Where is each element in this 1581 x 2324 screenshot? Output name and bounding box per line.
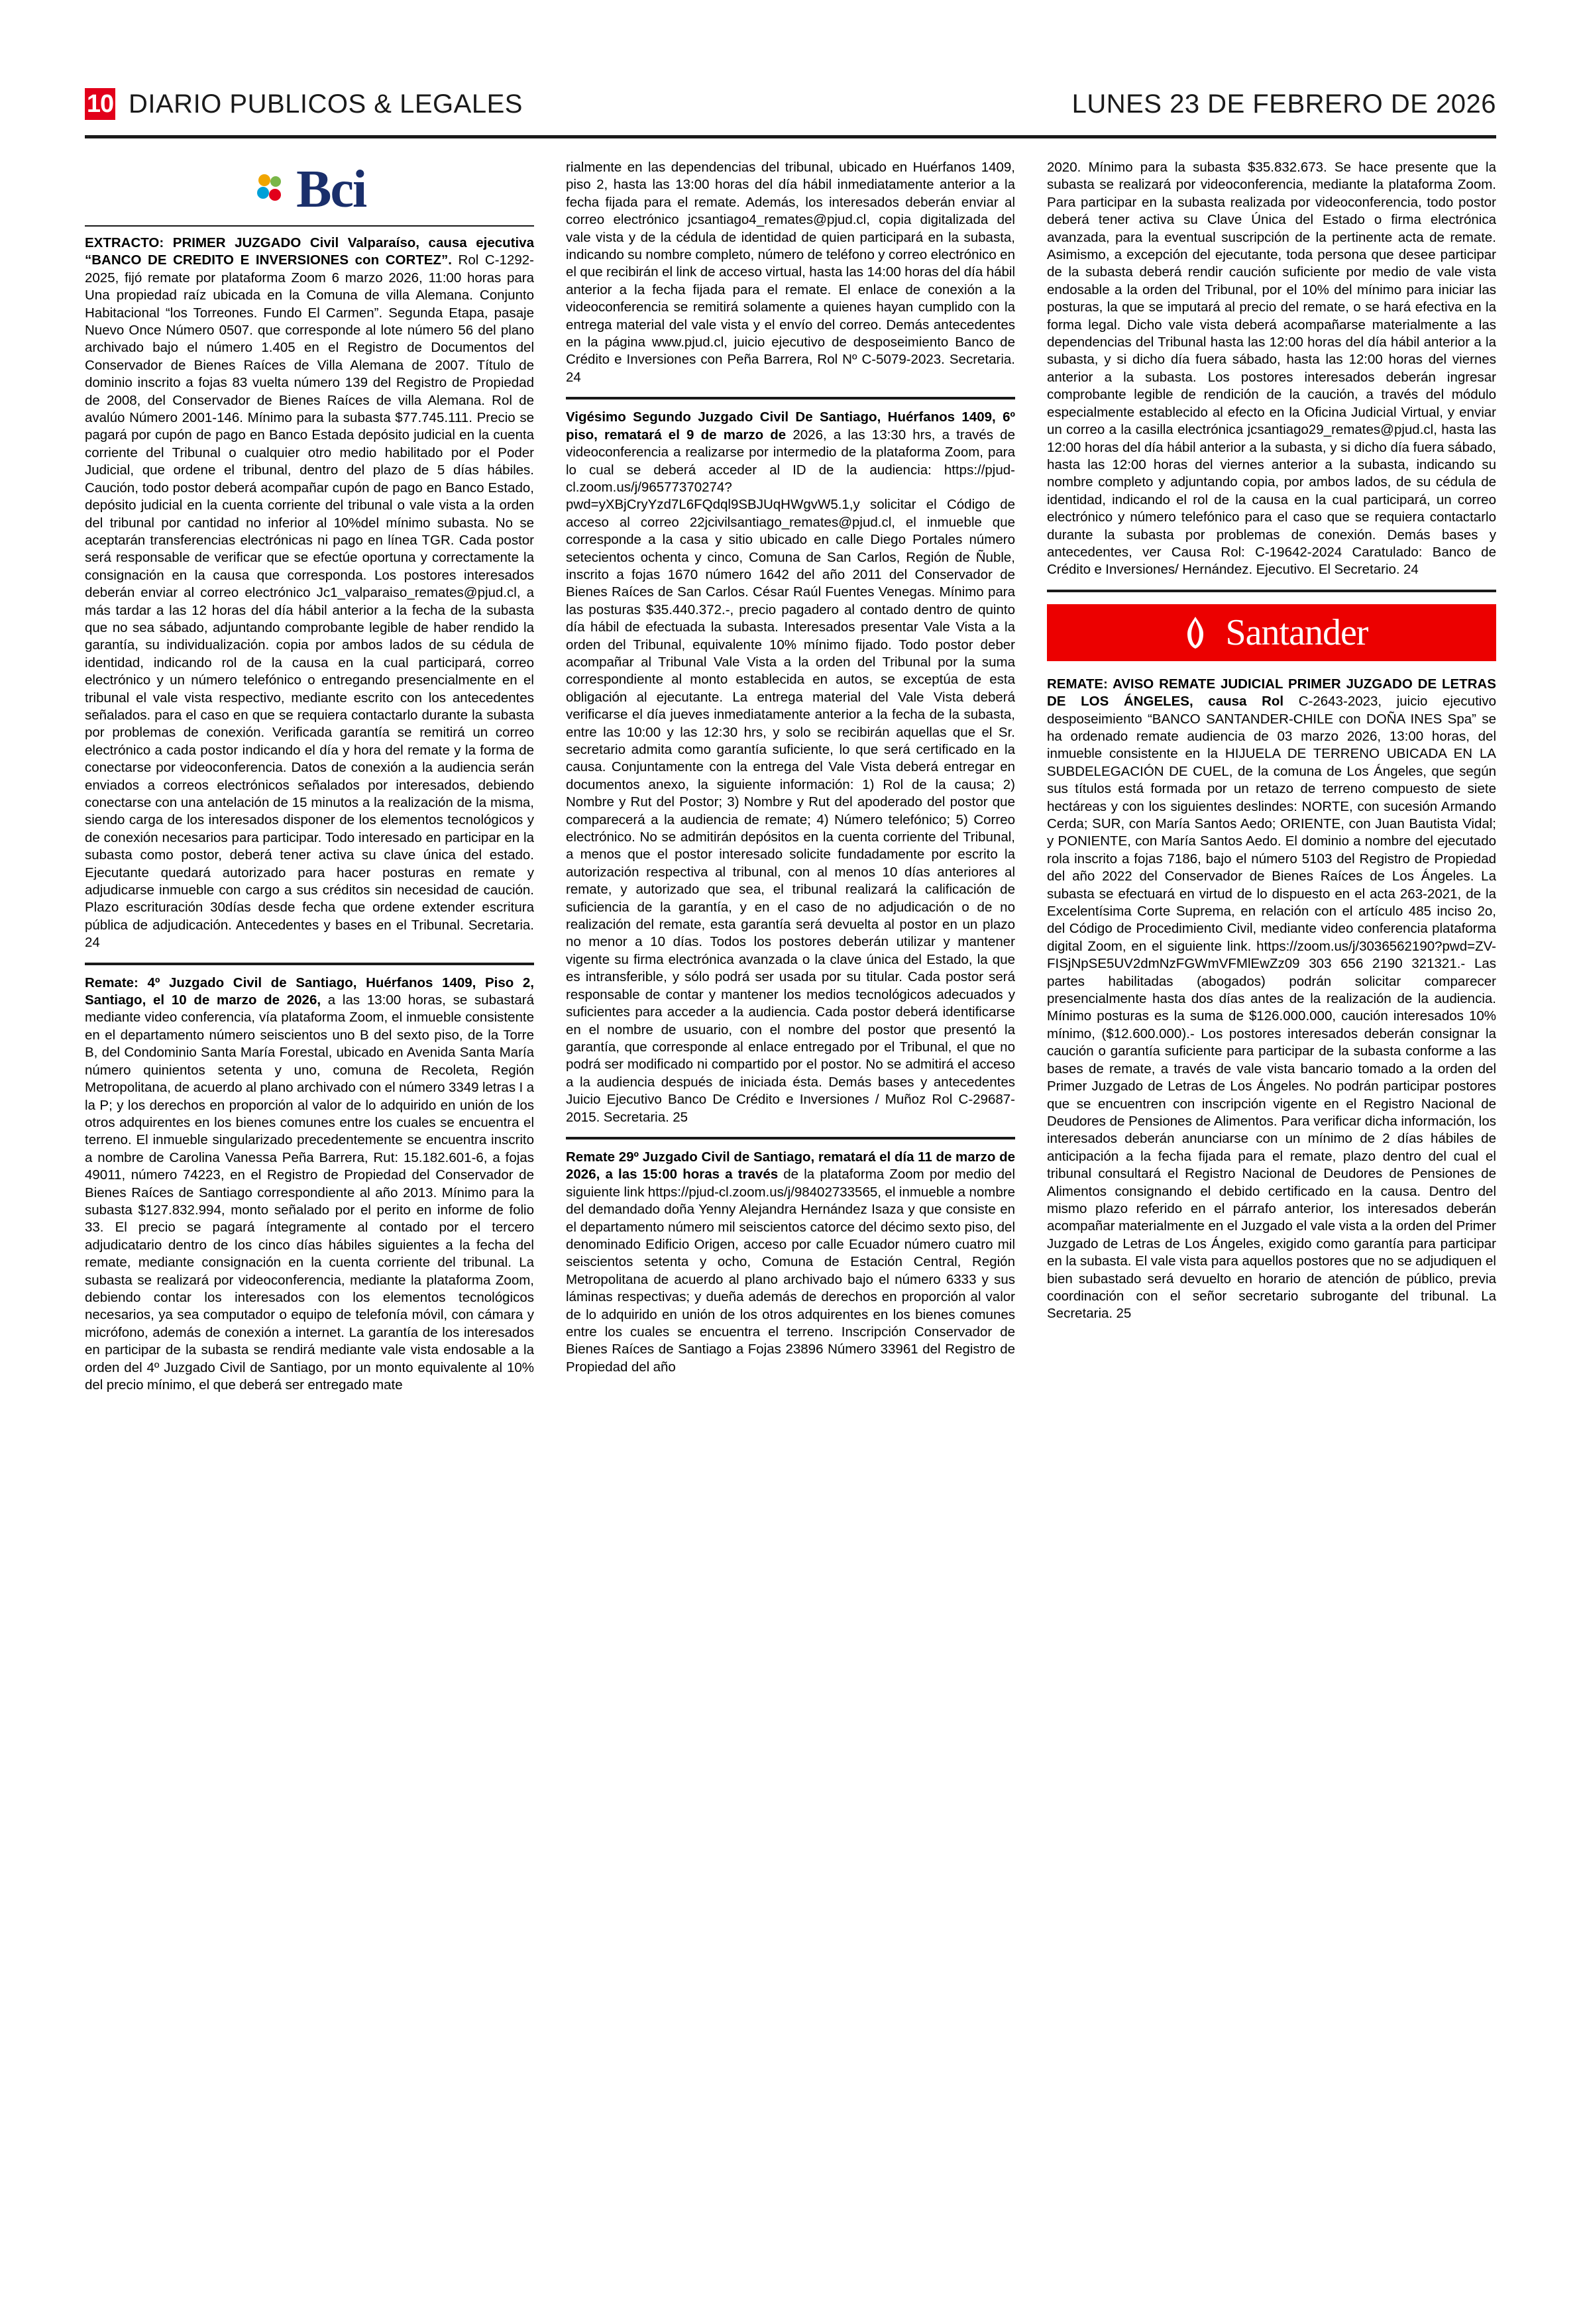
notice-body bbox=[1047, 676, 1496, 1323]
notice-text: 2026, a las 13:30 hrs, a través de videoconferencia a realizarse por intermedio de la plataforma Zoom, para lo cual se deberá acceder al ID de la audiencia: https://pjud-cl.zoom.us/j/96577370274?pwd=yXBjCryYzd7L6FQdql9SBJUqHWgvW5.1,y solicitar el Código de acceso al correo 22jcivilsantiago_remates@pjud.cl, el inmueble que corresponde a la casa y sitio ubicado en calle Diego Portales número setecientos ochenta y cinco, Comuna de San Carlos, Región de Ñuble, inscrito a fojas 1670 número 1642 del año 2011 del Conservador de Bienes Raíces de San Carlos. César Raúl Fuentes Venegas. Mínimo para las posturas $35.440.372.-, precio pagadero al contado dentro de quinto día hábil de efectuada la subasta. Interesados presentar Vale Vista a la orden del Tribunal, equivalente 10% mínimo fijado. Todo postor deber acompañar al Tribunal Vale Vista a la orden del Tribunal por la suma correspondiente al monto establecida en autos, se exceptúa de esta obligación al ejecutante. La entrega material del Vale Vista deberá verificarse el día jueves inmediatamente anterior a la fecha de la subasta, entre las 10:00 y las 12:30 hrs, y solo se recibirán aquellas que el Sr. secretario admita como garantía suficiente, lo que será certificado en la causa. Conjuntamente con la entrega del Vale Vista deberá entregar en documentos anexo, la siguiente información: 1) Rol de la causa; 2) Nombre y Rut del Postor; 3) Nombre y Rut del apoderado del postor que comparecerá a la audiencia de remate; 4) Número telefónico; 5) Correo electrónico. No se admitirán depósitos en la cuenta corriente del Tribunal, a menos que el postor interesado solicite fundadamente por escrito la autorización respectiva al tribunal, con al menos 10 días anteriores al remate, y autorizado que sea, el tribunal realizará la calificación de suficiencia de la garantía, y en el caso de no adjudicación o de no realización del remate, esta garantía será devuelta al postor en un plazo no menor a 10 días. Todos los postores deberán utilizar y mantener vigente su firma electrónica avanzada o la clave única del Estado, la que es intransferible, y sólo podrá ser usada por su titular. Cada postor será responsable de contar y mantener los medios tecnológicos adecuados y suficientes para acceder a la audiencia. Cada postor deberá identificarse en el nombre de usuario, con el nombre del postor que presentó la garantía, que corresponde al enlace entregado por el Tribunal, el que no podrá ser modificado ni compartido por el postor. No se admitirá el acceso a la audiencia después de iniciada ésta. Demás bases y antecedentes Juicio Ejecutivo Banco De Crédito e Inversiones / Muñoz Rol C-29687-2015. Secretaria. 25 bbox=[566, 427, 1015, 1125]
notice-text: a las 13:00 horas, se subastará mediante video conferencia, vía plataforma Zoom, el inmueble consistente en el departamento número seiscientos uno B del sexto piso, de la Torre B, del Condominio Santa María Forestal, ubicado en Avenida Santa María número quinientos setenta y uno, comuna de Recoleta, Región Metropolitana, de acuerdo al plano archivado con el número 3349 letras I a la P; y los derechos en proporción al valor de lo adquirido en unión de los otros adquirentes en los bienes comunes entre los cuales se encuentra el terreno. El inmueble singularizado precedentemente se encuentra inscrito a nombre de Carolina Vanessa Peña Barrera, Rut: 15.182.601-6, a fojas 49011, número 74223, en el Registro de Propiedad del Conservador de Bienes Raíces de Santiago correspondiente al año 2013. Mínimo para la subasta $127.832.994, monto señalado por el perito en informe de folio 33. El precio se pagará íntegramente al contado por el tercero adjudicatario dentro de los cinco días hábiles siguientes a la fecha del remate, mediante consignación en la cuenta corriente del tribunal. La subasta se realizará por videoconferencia, mediante la plataforma Zoom, debiendo contar los interesados con los elementos tecnológicos necesarios, ya sea computador o equipo de telefonía móvil, con cámara y micrófono, además de conexión a internet. La garantía de los interesados en participar de la subasta se rendirá mediante vale vista endosable a la orden del 4º Juzgado Civil de Santiago, por un monto equivalente al 10% del precio mínimo, el que deberá ser entregado mate bbox=[85, 992, 534, 1393]
notice-lead: Remate: 4º Juzgado Civil de Santiago, Huérfanos 1409, Piso 2, Santiago, el 10 de marzo de 2026, bbox=[85, 975, 534, 1008]
legal-notice-4-juzgado-continuation bbox=[566, 159, 1015, 386]
notice-text: C-2643-2023, juicio ejecutivo desposeimiento “BANCO SANTANDER-CHILE con DOÑA INES Spa” se ha ordenado remate audiencia de 03 marzo 2026, 13:00 horas, del inmueble consistente en la HIJUELA DE TERRENO UBICADA EN LA SUBDELEGACIÓN DE CUEL, de la comuna de Los Ángeles, que según sus títulos está formada por un retazo de terreno compuesto de siete hectáreas y con los siguientes deslindes: NORTE, con sucesión Armando Cerda; SUR, con María Santos Aedo; ORIENTE, con Juan Bautista Vidal; y PONIENTE, con María Santos Aedo. El dominio a nombre del ejecutado rola inscrito a fojas 7186, bajo el número 5103 del Registro de Propiedad del año 2022 del Conservador de Bienes Raíces de Los Ángeles. La subasta se efectuará en virtud de lo dispuesto en el acta 263-2021, de la Excelentísima Corte Suprema, en relación con el artículo 485 inciso 2o, del Código de Procedimiento Civil, mediante video conferencia plataforma digital Zoom, en el siguiente link. https://zoom.us/j/3036562190?pwd=ZV-FISjNpSE5UV2dmNzFGWmVFMlEwZz09 303 656 2190 321321.- Las partes habilitadas (abogados) podrán solicitar comparecer presencialmente hasta dos días antes de la realización de la audiencia. Mínimo posturas es la suma de $126.000.000, caución interesados 10% mínimo, ($12.600.000).- Los postores interesados deberán consignar la caución o garantía suficiente para participar de la subasta conforme a las bases de remate, a través de vale vista bancario tomado a la orden del Primer Juzgado de Letras de Los Ángeles. No podrán participar postores que se encuentren con inscripción vigente en el Registro Nacional de Deudores de Pensiones de Alimentos. Para verificar dicha información, los interesados deberán anunciarse con un mínimo de 2 días hábiles de anticipación a la fecha fijada para el remate, plazo dentro del cual el tribunal consultará el Registro Nacional de Deudores de Pensiones de Alimentos consignando el debido certificado en la causa. Dentro del mismo plazo referido en el párrafo anterior, los interesados deberán acompañar materialmente en el Juzgado el vale vista a la orden del Primer Juzgado de Letras de Los Ángeles, exigido como garantía para participar en la subasta. El vale vista para aquellos postores que no se adjudiquen el bien subastado será devuelto en horario de atención de público, previa coordinación con el señor secretario subrogante del tribunal. La Secretaria. 25 bbox=[1047, 694, 1496, 1322]
section-divider bbox=[566, 1137, 1015, 1139]
legal-notice-4-juzgado-santiago bbox=[85, 975, 534, 1395]
section-divider bbox=[1047, 590, 1496, 592]
masthead bbox=[85, 79, 1496, 129]
notice-body bbox=[85, 975, 534, 1395]
article-columns bbox=[85, 159, 1496, 2266]
masthead-divider bbox=[85, 135, 1496, 138]
bci-logo bbox=[85, 160, 534, 219]
notice-text: de la plataforma Zoom por medio del siguiente link https://pjud-cl.zoom.us/j/98402733565, el inmueble a nombre del demandado doña Yenny Alejandra Hernández Isaza y que consiste en el departamento número mil seiscientos catorce del décimo sexto piso, del denominado Edificio Origen, acceso por calle Ecuador número cuatro mil seiscientos setenta y ocho, Comuna de Estación Central, Región Metropolitana de acuerdo al plano archivado bajo el número 6333 y sus láminas respectivas; y dueña además de derechos en proporción al valor de lo adquirido en unión de los otros adquirentes en los bienes comunes entre los cuales se encuentra el terreno. Inscripción Conservador de Bienes Raíces de Santiago a Fojas 23896 Número 33961 del Registro de Propiedad del año bbox=[566, 1167, 1015, 1375]
legal-notice-29-juzgado-santiago bbox=[566, 1149, 1015, 1376]
notice-text: rialmente en las dependencias del tribunal, ubicado en Huérfanos 1409, piso 2, hasta las 13:00 horas del día hábil inmediatamente anterior a la fecha fijada para el remate. Además, los interesados deberán enviar al correo electrónico jcsantiago4_remates@pjud.cl, copia digitalizada del vale vista y de la cédula de identidad de quien participará en la subasta, indicando su nombre completo, número de teléfono y correo electrónico en el que recibirán el link de acceso virtual, hasta las 14:00 horas del día hábil anterior a la fecha fijada para el remate. El enlace de conexión a la videoconferencia se remitirá solamente a quienes hayan cumplido con la entrega material del vale vista y el envío del correo. Demás antecedentes en la página www.pjud.cl, juicio ejecutivo de desposeimiento Banco de Crédito e Inversiones con Peña Barrera, Rol Nº C-5079-2023. Secretaria. 24 bbox=[566, 160, 1015, 385]
page-number-badge: 10 bbox=[85, 88, 115, 120]
legal-notice-santander-los-angeles bbox=[1047, 676, 1496, 1323]
section-divider bbox=[85, 225, 534, 227]
section-divider bbox=[566, 397, 1015, 399]
column-3 bbox=[1047, 159, 1496, 2266]
notice-text: Rol C-1292-2025, fijó remate por plataforma Zoom 6 marzo 2026, 11:00 horas para Una propiedad raíz ubicada en la Comuna de villa Alemana. Conjunto Habitacional “los Torreones. Fundo El Carmen”. Segunda Etapa, pasaje Nuevo Once Número 0507. que corresponde al lote número 56 del plano archivado bajo el número 1.405 en el Registro de Documentos del Conservador de Bienes Raíces de Villa Alemana de 2007. Título de dominio inscrito a fojas 83 vuelta número 139 del Registro de Propiedad de 2008, del Conservador de Bienes Raíces de villa Alemana. Rol de avalúo Número 2001-146. Mínimo para la subasta $77.745.111. Precio se pagará por cupón de pago en Banco Estada depósito judicial en la cuenta corriente del Tribunal o cualquier otro medio habilitado por el Poder Judicial, que ordene el tribunal, dentro del plazo de 5 días hábiles. Caución, todo postor deberá acompañar cupón de pago en Banco Estado, depósito judicial en la cuenta corriente del tribunal o vale vista a la orden del tribunal por cantidad no inferior al 10%del mínimo subasta. No se aceptarán transferencias electrónicas ni pago en línea TGR. Cada postor será responsable de verificar que se efectúe oportuna y correctamente la consignación en la causa que corresponda. Los postores interesados deberán enviar al correo electrónico Jc1_valparaiso_remates@pjud.cl, a más tardar a las 12 horas del día hábil anterior a la fecha de la subasta que no sea sábado, adjuntando comprobante legible de haber rendido la garantía, su individualización. copia por ambos lados de su cédula de identidad, indicando rol de la causa en la cual participará, correo electrónico y un número telefónico o entregando presencialmente en el tribunal el vale vista respectivo, mediante escrito con los antecedentes señalados. para el caso en que se requiera contactarlo durante la subasta por problemas de conexión. Verificada garantía se remitirá un correo electrónico a cada postor indicando el día y hora del remate y la forma de conectarse por videoconferencia. Datos de conexión a la audiencia serán enviados a correos electrónicos señalados por interesados, debiendo conectarse con una antelación de 15 minutos a la realización de la misma, siendo carga de los interesados disponer de los elementos tecnológicos y de conexión necesarios para participar. Todo interesado en participar en la subasta como postor, deberá tener activa su clave única del estado. Ejecutante quedará autorizado para hacer posturas en remate y adjudicarse inmueble con cargo a sus créditos sin necesidad de caución. Plazo escrituración 30días desde fecha que ordene extender escritura pública de adjudicación. Antecedentes y bases en el Tribunal. Secretaria. 24 bbox=[85, 252, 534, 951]
column-1 bbox=[85, 159, 534, 2266]
notice-lead: Vigésimo Segundo Juzgado Civil De Santiago, Huérfanos 1409, 6º piso, rematará el 9 de marzo de bbox=[566, 409, 1015, 443]
notice-lead: REMATE: AVISO REMATE JUDICIAL PRIMER JUZGADO DE LETRAS DE LOS ÁNGELES, causa Rol bbox=[1047, 676, 1496, 710]
legal-notice-29-juzgado-continuation bbox=[1047, 159, 1496, 579]
santander-wordmark: Santander bbox=[1225, 611, 1368, 653]
publication-date: LUNES 23 DE FEBRERO DE 2026 bbox=[1071, 89, 1496, 119]
column-2 bbox=[566, 159, 1015, 2266]
publication-title: DIARIO PUBLICOS & LEGALES bbox=[129, 89, 523, 119]
bci-wordmark: Bci bbox=[296, 160, 366, 219]
notice-text: 2020. Mínimo para la subasta $35.832.673. Se hace presente que la subasta se realizará por videoconferencia, mediante la plataforma Zoom. Para participar en la subasta realizada por videoconferencia, todo postor deberá tener activa su Clave Única del Estado o firma electrónica avanzada, para la eventual suscripción de la pertinente acta de remate. Asimismo, a excepción del ejecutante, toda persona que desee participar de la subasta deberá rendir caución suficiente por medio de vale vista endosable a la orden del Tribunal, por el 10% del mínimo para iniciar las posturas, la que se imputará al precio del remate, o se hará efectiva en la forma legal. Dicho vale vista deberá acompañarse materialmente a las dependencias del Tribunal hasta las 12:00 horas del día hábil anterior a la subasta, y si dicho día fuera sábado, hasta las 12:00 horas del viernes anterior a la subasta. Los postores interesados deberán ingresar comprobante legible de rendición de la caución, a través del módulo especialmente establecido al efecto en la Oficina Judicial Virtual, y enviar un correo a la casilla electrónica jcsantiago29_remates@pjud.cl, hasta las 12:00 horas del día hábil anterior a la subasta, y si dicho día fuera sábado, hasta las 12:00 horas del viernes anterior a la subasta, indicando su nombre completo y adjuntando copia, por ambos lados, de su cédula de identidad, indicando el rol de la causa en la cual participará, un correo electrónico y número telefónico para el caso que se requiera contactarlo durante la subasta por problemas de conexión. Demás bases y antecedentes, ver Causa Rol: C-19642-2024 Caratulado: Banco de Crédito e Inversiones/ Hernández. Ejecutivo. El Secretario. 24 bbox=[1047, 160, 1496, 578]
santander-logo bbox=[1047, 604, 1496, 661]
legal-notice-22-juzgado-santiago bbox=[566, 409, 1015, 1126]
notice-body bbox=[85, 235, 534, 952]
section-divider bbox=[85, 963, 534, 965]
legal-notice-bci-valparaiso bbox=[85, 235, 534, 952]
bci-mark-icon bbox=[253, 171, 290, 208]
notice-body bbox=[566, 409, 1015, 1126]
notice-lead: Remate 29º Juzgado Civil de Santiago, rematará el día 11 de marzo de 2026, a las 15:00 horas a través bbox=[566, 1149, 1015, 1183]
notice-lead: EXTRACTO: PRIMER JUZGADO Civil Valparaíso, causa ejecutiva “BANCO DE CREDITO E INVERSIO bbox=[85, 235, 534, 268]
santander-flame-icon bbox=[1175, 614, 1215, 651]
notice-body bbox=[566, 1149, 1015, 1376]
notice-lead-2: NES con CORTEZ”. bbox=[320, 252, 452, 268]
